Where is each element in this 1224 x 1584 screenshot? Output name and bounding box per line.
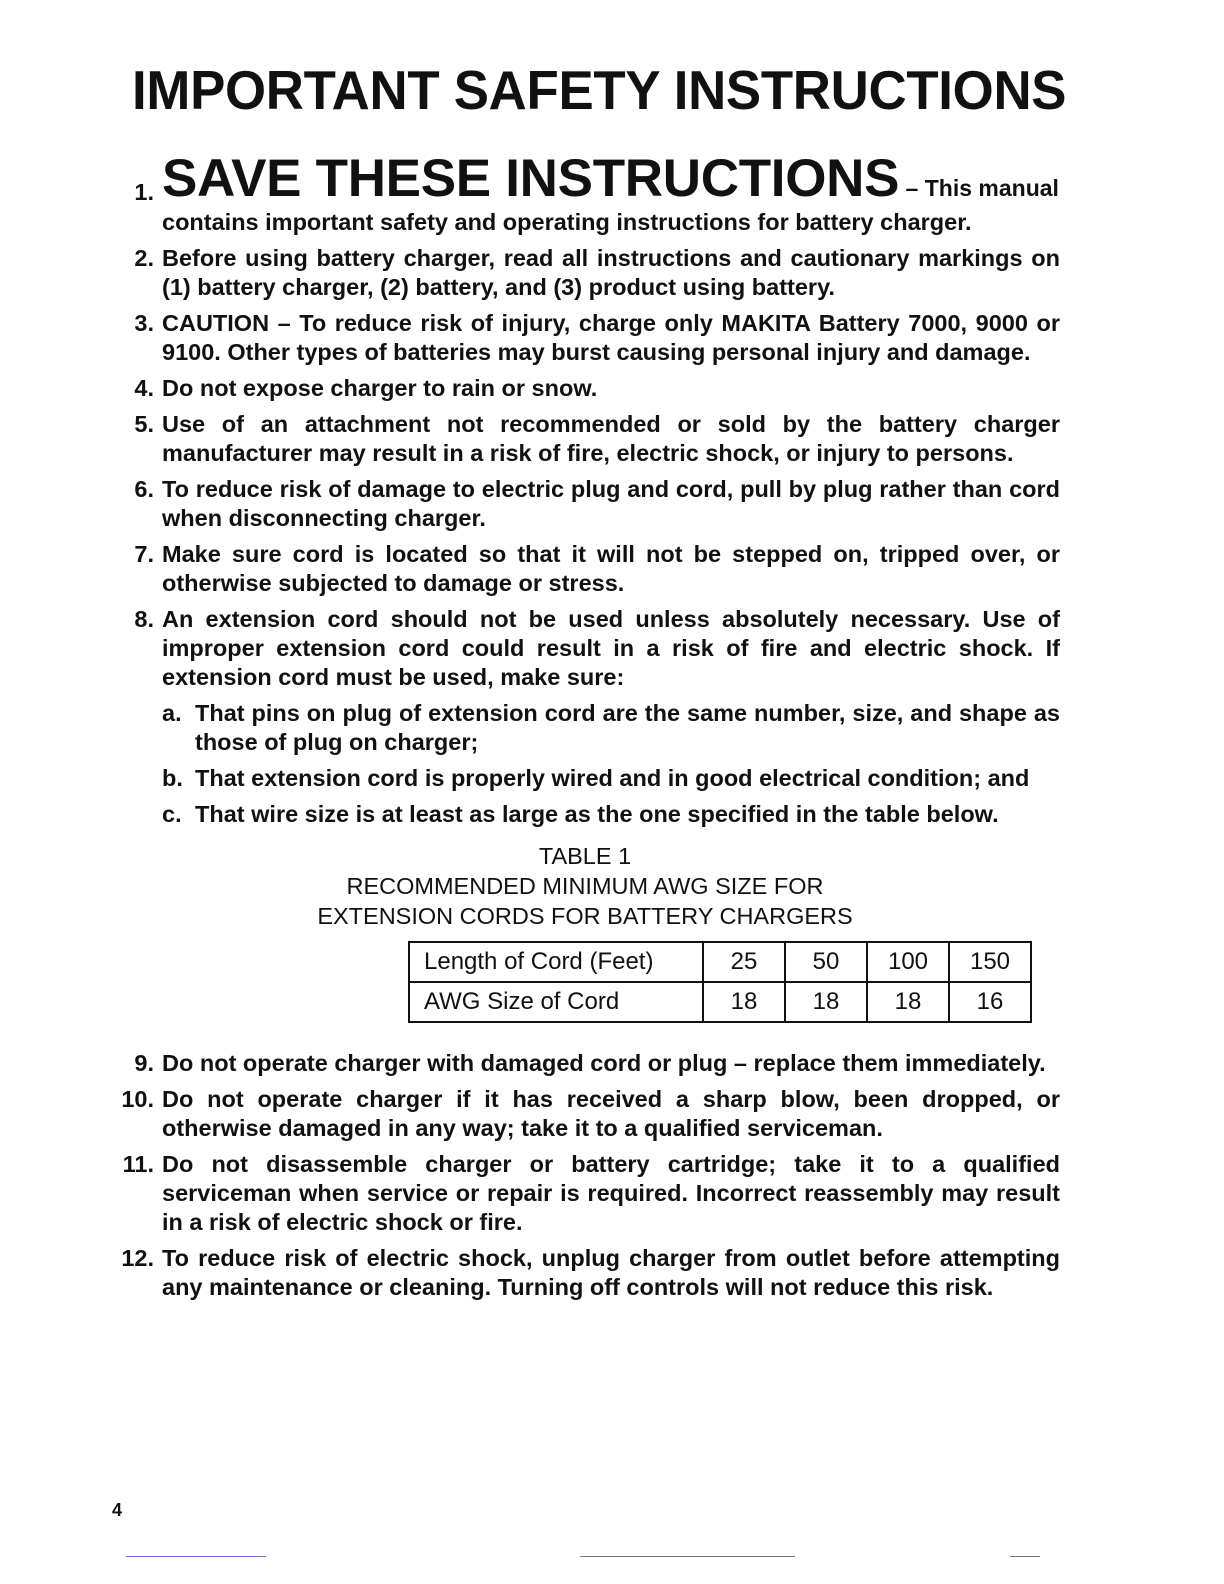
instruction-item-2 <box>110 244 1060 302</box>
instruction-item-7 <box>110 540 1060 598</box>
item-number: 12. <box>121 1245 154 1271</box>
instruction-item-10 <box>110 1085 1060 1143</box>
table-cell: 18 <box>703 982 785 1022</box>
table-cell: AWG Size of Cord <box>409 982 703 1022</box>
instruction-item-4 <box>110 374 1060 403</box>
table-heading-line-1: RECOMMENDED MINIMUM AWG SIZE FOR <box>346 873 824 899</box>
item-text: Do not expose charger to rain or snow. <box>162 375 598 401</box>
item-number: 11. <box>122 1151 154 1177</box>
instruction-list <box>110 150 1060 1309</box>
item-number: 4. <box>134 375 154 401</box>
table-cell: 18 <box>785 982 867 1022</box>
item-text: To reduce risk of electric shock, unplug charger from outlet before attempting any maintenance or cleaning. Turning off controls will not reduce this risk. <box>162 1245 1060 1300</box>
instruction-item-5 <box>110 410 1060 468</box>
scan-artifact-line <box>1010 1556 1040 1557</box>
heading-tail: – This manual <box>899 175 1059 201</box>
item-number: 10. <box>121 1086 154 1112</box>
item-text: Do not disassemble charger or battery cartridge; take it to a qualified serviceman when service or repair is required. Incorrect reassembly may result in a risk of electric shock or fire. <box>162 1151 1060 1235</box>
table-cell: 16 <box>949 982 1031 1022</box>
instruction-item-9 <box>110 1049 1060 1078</box>
subitem-letter: b. <box>162 765 183 791</box>
table-cell: 150 <box>949 942 1031 982</box>
item-number: 2. <box>134 245 154 271</box>
scan-artifact-line <box>580 1556 795 1557</box>
page-title: IMPORTANT SAFETY INSTRUCTIONS <box>132 59 1067 121</box>
instruction-item-8 <box>110 605 1060 692</box>
item-text: Make sure cord is located so that it will not be stepped on, tripped over, or otherwise subjected to damage or stress. <box>162 541 1060 596</box>
awg-size-table <box>408 941 1032 1023</box>
item-text: CAUTION – To reduce risk of injury, charge only MAKITA Battery 7000, 9000 or 9100. Other types of batteries may burst causing personal injury and damage. <box>162 310 1060 365</box>
item-number: 1. <box>134 179 154 205</box>
instruction-item-1 <box>110 150 1060 237</box>
subitem-a <box>162 699 1060 757</box>
table-cell: Length of Cord (Feet) <box>409 942 703 982</box>
subitem-text: That extension cord is properly wired and in good electrical condition; and <box>195 765 1030 791</box>
table-cell: 25 <box>703 942 785 982</box>
subitem-letter: c. <box>162 801 182 827</box>
item-number: 7. <box>134 541 154 567</box>
table-cell: 50 <box>785 942 867 982</box>
subitem-letter: a. <box>162 700 182 726</box>
table-caption: TABLE 1 <box>538 843 632 869</box>
table-row <box>409 942 1031 982</box>
save-instructions-heading: SAVE THESE INSTRUCTIONS <box>162 149 900 208</box>
item-number: 5. <box>134 411 154 437</box>
scan-artifact-line <box>126 1556 266 1557</box>
instruction-item-6 <box>110 475 1060 533</box>
table-cell: 18 <box>867 982 949 1022</box>
instruction-item-12 <box>110 1244 1060 1302</box>
item-number: 8. <box>134 606 154 632</box>
item-text: contains important safety and operating instructions for battery charger. <box>162 209 972 235</box>
subitem-text: That wire size is at least as large as the one specified in the table below. <box>195 801 999 827</box>
instruction-item-11 <box>110 1150 1060 1237</box>
table-cell: 100 <box>867 942 949 982</box>
item-text: To reduce risk of damage to electric plug and cord, pull by plug rather than cord when disconnecting charger. <box>162 476 1060 531</box>
item-text: Do not operate charger if it has received a sharp blow, been dropped, or otherwise damaged in any way; take it to a qualified serviceman. <box>162 1086 1060 1141</box>
item-number: 9. <box>134 1050 154 1076</box>
item-text: Use of an attachment not recommended or sold by the battery charger manufacturer may result in a risk of fire, electric shock, or injury to persons. <box>162 411 1060 466</box>
table-heading-line-2: EXTENSION CORDS FOR BATTERY CHARGERS <box>317 903 853 929</box>
subitem-b <box>162 764 1060 793</box>
item-number: 6. <box>134 476 154 502</box>
item-text: An extension cord should not be used unless absolutely necessary. Use of improper extension cord could result in a risk of fire and electric shock. If extension cord must be used, make sure: <box>162 606 1060 690</box>
subitem-c <box>162 800 1060 829</box>
table-row <box>409 982 1031 1022</box>
subitem-text: That pins on plug of extension cord are the same number, size, and shape as those of plug on charger; <box>195 700 1060 755</box>
table-caption-block <box>110 841 1060 931</box>
item-number: 3. <box>134 310 154 336</box>
instruction-item-3 <box>110 309 1060 367</box>
item-text: Before using battery charger, read all instructions and cautionary markings on (1) battery charger, (2) battery, and (3) product using battery. <box>162 245 1060 300</box>
item-text: Do not operate charger with damaged cord or plug – replace them immediately. <box>162 1050 1046 1076</box>
page-number: 4 <box>112 1500 123 1520</box>
